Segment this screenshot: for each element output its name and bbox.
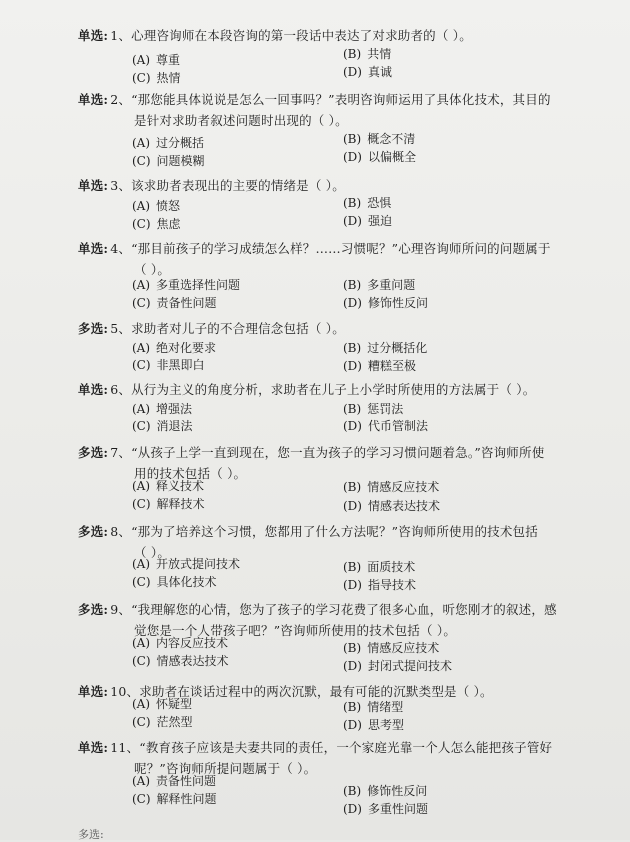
question-type-tag: 单选:	[78, 92, 109, 107]
option-a[interactable]: (A) 责备性问题	[132, 774, 217, 788]
option-c[interactable]: (C) 焦虑	[132, 217, 181, 231]
option-d[interactable]: (D) 真诚	[343, 65, 392, 79]
option-a[interactable]: (A) 开放式提问技术	[132, 557, 241, 571]
option-a[interactable]: (A) 愤怒	[132, 199, 181, 213]
stem-line: 3、该求助者表现出的主要的情绪是（ ）。	[110, 178, 345, 193]
stem-line: 8、“那为了培养这个习惯，您都用了什么方法呢？”咨询师所使用的技术包括	[110, 524, 538, 539]
stem-line: （ ）。	[134, 262, 171, 277]
question-stem	[78, 238, 608, 280]
question-type-tag: 单选:	[78, 241, 109, 256]
stem-line: 1、心理咨询师在本段咨询的第一段话中表达了对求助者的（ ）。	[110, 28, 472, 43]
option-d[interactable]: (D) 思考型	[343, 718, 404, 732]
question-type-tag: 多选:	[78, 321, 109, 336]
option-a[interactable]: (A) 怀疑型	[132, 697, 193, 711]
stem-line: 9、“我理解您的心情，您为了孩子的学习花费了很多心血，听您刚才的叙述，感	[110, 602, 557, 617]
option-b[interactable]: (B) 情感反应技术	[343, 641, 440, 655]
stem-line: 11、“教育孩子应该是夫妻共同的责任，一个家庭光靠一个人怎么能把孩子管好	[110, 740, 553, 755]
option-c[interactable]: (C) 情感表达技术	[132, 654, 229, 668]
option-a[interactable]: (A) 过分概括	[132, 136, 205, 150]
option-b[interactable]: (B) 恐惧	[343, 196, 392, 210]
option-c[interactable]: (C) 茫然型	[132, 715, 193, 729]
option-c[interactable]: (C) 非黑即白	[132, 358, 205, 372]
question-type-tag: 单选:	[78, 382, 109, 397]
option-c[interactable]: (C) 解释技术	[132, 497, 205, 511]
option-a[interactable]: (A) 绝对化要求	[132, 341, 217, 355]
question-stem	[78, 89, 608, 131]
option-d[interactable]: (D) 指导技术	[343, 578, 416, 592]
option-b[interactable]: (B) 面质技术	[343, 560, 416, 574]
question-type-tag: 单选:	[78, 178, 109, 193]
stem-line: 10、求助者在谈话过程中的两次沉默，最有可能的沉默类型是（ ）。	[110, 684, 493, 699]
stem-line: 6、从行为主义的角度分析，求助者在儿子上小学时所使用的方法属于（ ）。	[110, 382, 536, 397]
option-b[interactable]: (B) 惩罚法	[343, 402, 404, 416]
option-d[interactable]: (D) 修饰性反问	[343, 296, 428, 310]
option-b[interactable]: (B) 情绪型	[343, 700, 404, 714]
option-d[interactable]: (D) 强迫	[343, 214, 392, 228]
option-b[interactable]: (B) 修饰性反问	[343, 784, 428, 798]
question-type-tag: 多选:	[78, 602, 109, 617]
question-type-tag: 多选:	[78, 524, 109, 539]
option-d[interactable]: (D) 糟糕至极	[343, 359, 416, 373]
option-c[interactable]: (C) 热情	[132, 71, 181, 85]
option-b[interactable]: (B) 情感反应技术	[343, 480, 440, 494]
question-stem	[78, 379, 608, 400]
question-type-tag: 单选:	[78, 28, 109, 43]
option-c[interactable]: (C) 问题模糊	[132, 154, 205, 168]
option-c[interactable]: (C) 责备性问题	[132, 296, 217, 310]
option-a[interactable]: (A) 多重选择性问题	[132, 278, 241, 292]
option-d[interactable]: (D) 多重性问题	[343, 802, 428, 816]
option-d[interactable]: (D) 情感表达技术	[343, 499, 440, 513]
option-d[interactable]: (D) 封闭式提问技术	[343, 659, 452, 673]
stem-line: 4、“那目前孩子的学习成绩怎么样？……习惯呢？”心理咨询师所问的问题属于	[110, 241, 551, 256]
option-b[interactable]: (B) 概念不清	[343, 132, 416, 146]
stem-line: 用的技术包括（ ）。	[134, 466, 247, 481]
option-d[interactable]: (D) 代币管制法	[343, 419, 428, 433]
option-b[interactable]: (B) 多重问题	[343, 278, 416, 292]
option-a[interactable]: (A) 尊重	[132, 53, 181, 67]
option-c[interactable]: (C) 解释性问题	[132, 792, 217, 806]
option-d[interactable]: (D) 以偏概全	[343, 150, 416, 164]
question-type-tag: 单选:	[78, 740, 109, 755]
option-b[interactable]: (B) 过分概括化	[343, 341, 428, 355]
option-a[interactable]: (A) 释义技术	[132, 479, 205, 493]
stem-line: 5、求助者对儿子的不合理信念包括（ ）。	[110, 321, 345, 336]
option-c[interactable]: (C) 具体化技术	[132, 575, 217, 589]
question-stem	[78, 175, 608, 196]
option-a[interactable]: (A) 增强法	[132, 402, 193, 416]
next-question-tag: 多选:	[78, 828, 104, 841]
stem-line: 2、“那您能具体说说是怎么一回事吗？”表明咨询师运用了具体化技术，其目的	[110, 92, 551, 107]
option-c[interactable]: (C) 消退法	[132, 419, 193, 433]
stem-line: 呢？”咨询师所提问题属于（ ）。	[134, 761, 317, 776]
question-type-tag: 多选:	[78, 445, 109, 460]
question-stem	[78, 25, 608, 46]
stem-line: （ ）。	[134, 545, 171, 560]
question-type-tag: 单选:	[78, 684, 109, 699]
stem-line: 是针对求助者叙述问题时出现的（ ）。	[134, 113, 348, 128]
option-b[interactable]: (B) 共情	[343, 47, 392, 61]
question-stem	[78, 318, 608, 339]
stem-line: 7、“从孩子上学一直到现在，您一直为孩子的学习习惯问题着急。”咨询师所使	[110, 445, 545, 460]
stem-line: 觉您是一个人带孩子吧？”咨询师所使用的技术包括（ ）。	[134, 623, 457, 638]
option-a[interactable]: (A) 内容反应技术	[132, 636, 229, 650]
